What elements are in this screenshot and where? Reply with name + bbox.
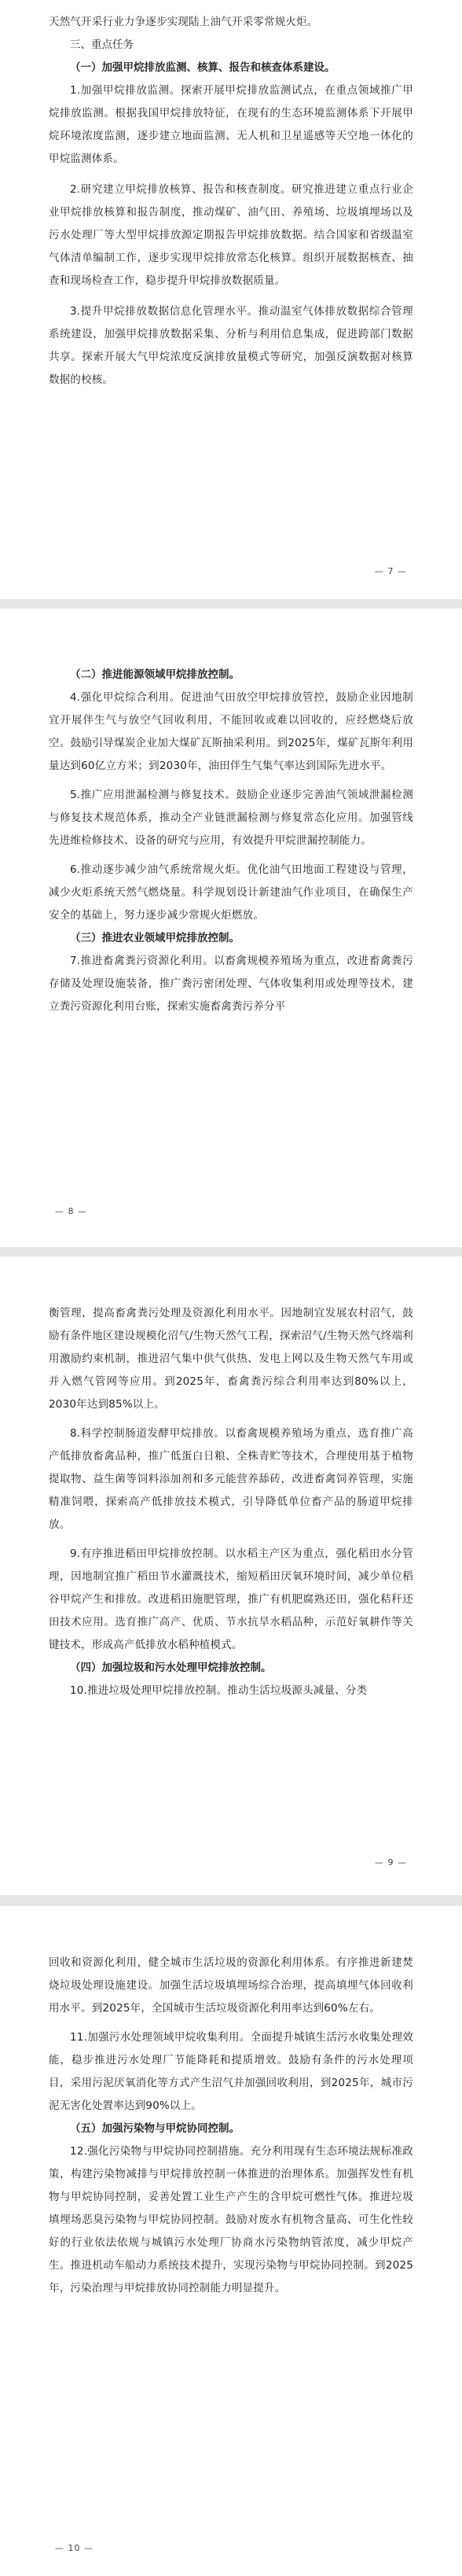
- paragraph-item-3: 3.提升甲烷排放数据信息化管理水平。推动温室气体排放数据综合管理系统建设，加强甲烷排放数据采集、分析与利用信息集成，促进跨部门数据共享。探索开展大气甲烷浓度反演排放量模式等研究，加强反演数据对核算数据的校核。: [49, 305, 413, 386]
- paragraph-item-11: 11.加强污水处理领域甲烷收集利用。全面提升城镇生活污水收集处理效能，稳步推进污水处理厂节能降耗和提质增效。鼓励有条件的污水处理项目，采用污泥厌氧消化等方式产生沼气并加强回收利用，到2025年，城市污泥无害化处置率达到90%以上。: [49, 2031, 413, 2112]
- document-page-10: [0, 1906, 462, 2576]
- page-number-9: — 9 —: [375, 1857, 407, 1868]
- paragraph-item-7-continued: 衡管理，提高畜禽粪污处理及资源化利用水平。因地制宜发展农村沼气，鼓励有条件地区建设规模化沼气/生物天然气工程，探索沼气/生物天然气终端利用激励约束机制，推进沼气集中供气供热、发电上网以及生物天然气车用或并入燃气管网等应用。到2025年，畜禽粪污综合利用率达到80%以上，2030年达到85%以上。: [49, 1307, 413, 1411]
- paragraph-item-10-continued: 回收和资源化利用，健全城市生活垃圾的资源化利用体系。有序推进新建焚烧垃圾处理设施建设。加强生活垃圾填埋场综合治理，提高填埋气体回收利用水平。到2025年，全国城市生活垃圾资源化利用率达到60%左右。: [49, 1956, 413, 2015]
- paragraph-lead: 天然气开采行业力争逐步实现陆上油气开采零常规火炬。: [49, 16, 318, 28]
- paragraph-item-7: 7.推进畜禽粪污资源化利用。以畜禽规模养殖场为重点，改进畜禽粪污存储及处理设施装备，推广粪污密闭处理、气体收集利用或处理等技术，建立粪污资源化利用台账，探索实施畜禽粪污养分平: [49, 955, 413, 1013]
- heading-section-3: （三）推进农业领域甲烷排放控制。: [70, 932, 240, 944]
- heading-section-4: （四）加强垃圾和污水处理甲烷排放控制。: [70, 1662, 272, 1674]
- page-9-body: [49, 1302, 413, 1702]
- paragraph-item-6: 6.推动逐步减少油气系统常规火炬。优化油气田地面工程建设与管理，减少火炬系统天然气燃烧量。科学规划设计新建油气作业项目，在确保生产安全的基础上，努力逐步减少常规火炬燃放。: [49, 863, 413, 922]
- paragraph-item-5: 5.推广应用泄漏检测与修复技术。鼓励企业逐步完善油气领域泄漏检测与修复技术规范体系，推动全产业链泄漏检测与修复常态化应用。加强管线先进维检修技术、设备的研究与应用，有效提升甲烷泄漏控制能力。: [49, 789, 413, 847]
- paragraph-item-9: 9.有序推进稻田甲烷排放控制。以水稻主产区为重点，强化稻田水分管理，因地制宜推广稻田节水灌溉技术，缩短稻田厌氧环境时间，减少单位稻谷甲烷产生和排放。改进稻田施肥管理，推广有机肥腐熟还田，强化秸秆还田技术应用。选育推广高产、优质、节水抗旱水稻品种，示范好氧耕作等关键技术，形成高产低排放水稻种植模式。: [49, 1547, 413, 1651]
- paragraph-item-8: 8.科学控制肠道发酵甲烷排放。以畜禽规模养殖场为重点，选育推广高产低排放畜禽品种，推广低蛋白日粮、全株青贮等技术，合理使用基于植物提取物、益生菌等饲料添加剂和多元能营养舔砖，改进畜禽饲养管理，实施精准饲喂，探索高产低排放技术模式，引导降低单位畜产品的肠道甲烷排放。: [49, 1427, 413, 1531]
- paragraph-item-10: 10.推进垃圾处理甲烷排放控制。推动生活垃圾源头减量、分类: [70, 1684, 368, 1697]
- page-7-body: [49, 11, 413, 392]
- page-10-body: [49, 1952, 413, 2300]
- paragraph-item-1: 1.加强甲烷排放监测。探索开展甲烷排放监测试点，在重点领域推广甲烷排放监测。根据我国甲烷排放特征，在现有的生态环境监测体系下开展甲烷环境浓度监测，逐步建立地面监测、无人机和卫星遥感等天空地一体化的甲烷监测体系。: [49, 84, 413, 165]
- heading-section-5: （五）加强污染物与甲烷协同控制。: [70, 2122, 240, 2135]
- page-number-10: — 10 —: [55, 2543, 94, 2553]
- page-number-8: — 8 —: [55, 1206, 87, 1216]
- paragraph-item-4: 4.强化甲烷综合利用。促进油气田放空甲烷排放管控，鼓励企业因地制宜开展伴生气与放空气回收利用，不能回收或难以回收的，应经燃烧后放空。鼓励引导煤炭企业加大煤矿瓦斯抽采利用。到2025年，煤矿瓦斯年利用量达到60亿立方米；到2030年，油田伴生气集气率达到国际先进水平。: [49, 691, 413, 772]
- heading-section-2: （二）推进能源领域甲烷排放控制。: [70, 668, 240, 681]
- paragraph-item-12: 12.强化污染物与甲烷协同控制措施。充分利用现有生态环境法规标准政策，构建污染物减排与甲烷排放控制一体推进的治理体系。加强挥发性有机物与甲烷协同控制，妥善处置工业生产产生的含甲烷可燃性气体。推进垃圾填埋场恶臭污染物与甲烷协同控制。鼓励对废水有机物含量高、可生化性较好的行业依法依规与城镇污水处理厂协商水污染物纳管浓度，减少甲烷产生。推进机动车船动力系统技术提升，实现污染物与甲烷协同控制。到2025年，污染治理与甲烷排放协同控制能力明显提升。: [49, 2145, 413, 2294]
- heading-main-tasks: 三、重点任务: [70, 39, 134, 51]
- heading-section-1: （一）加强甲烷排放监测、核算、报告和核查体系建设。: [70, 61, 336, 74]
- document-page-9: [0, 1257, 462, 1895]
- paragraph-item-2: 2.研究建立甲烷排放核算、报告和核查制度。研究推进建立重点行业企业甲烷排放核算和报告制度，推动煤矿、油气田、养殖场、垃圾填埋场以及污水处理厂等大型甲烷排放源定期报告甲烷排放数据。结合国家和省级温室气体清单编制工作，逐步实现甲烷排放常态化核算。组织开展数据核查、抽查和现场检查工作，稳步提升甲烷排放数据质量。: [49, 183, 413, 287]
- page-number-7: — 7 —: [375, 566, 407, 576]
- page-8-body: [49, 664, 413, 1018]
- document-page-8: [0, 609, 462, 1247]
- document-page-7: [0, 0, 462, 599]
